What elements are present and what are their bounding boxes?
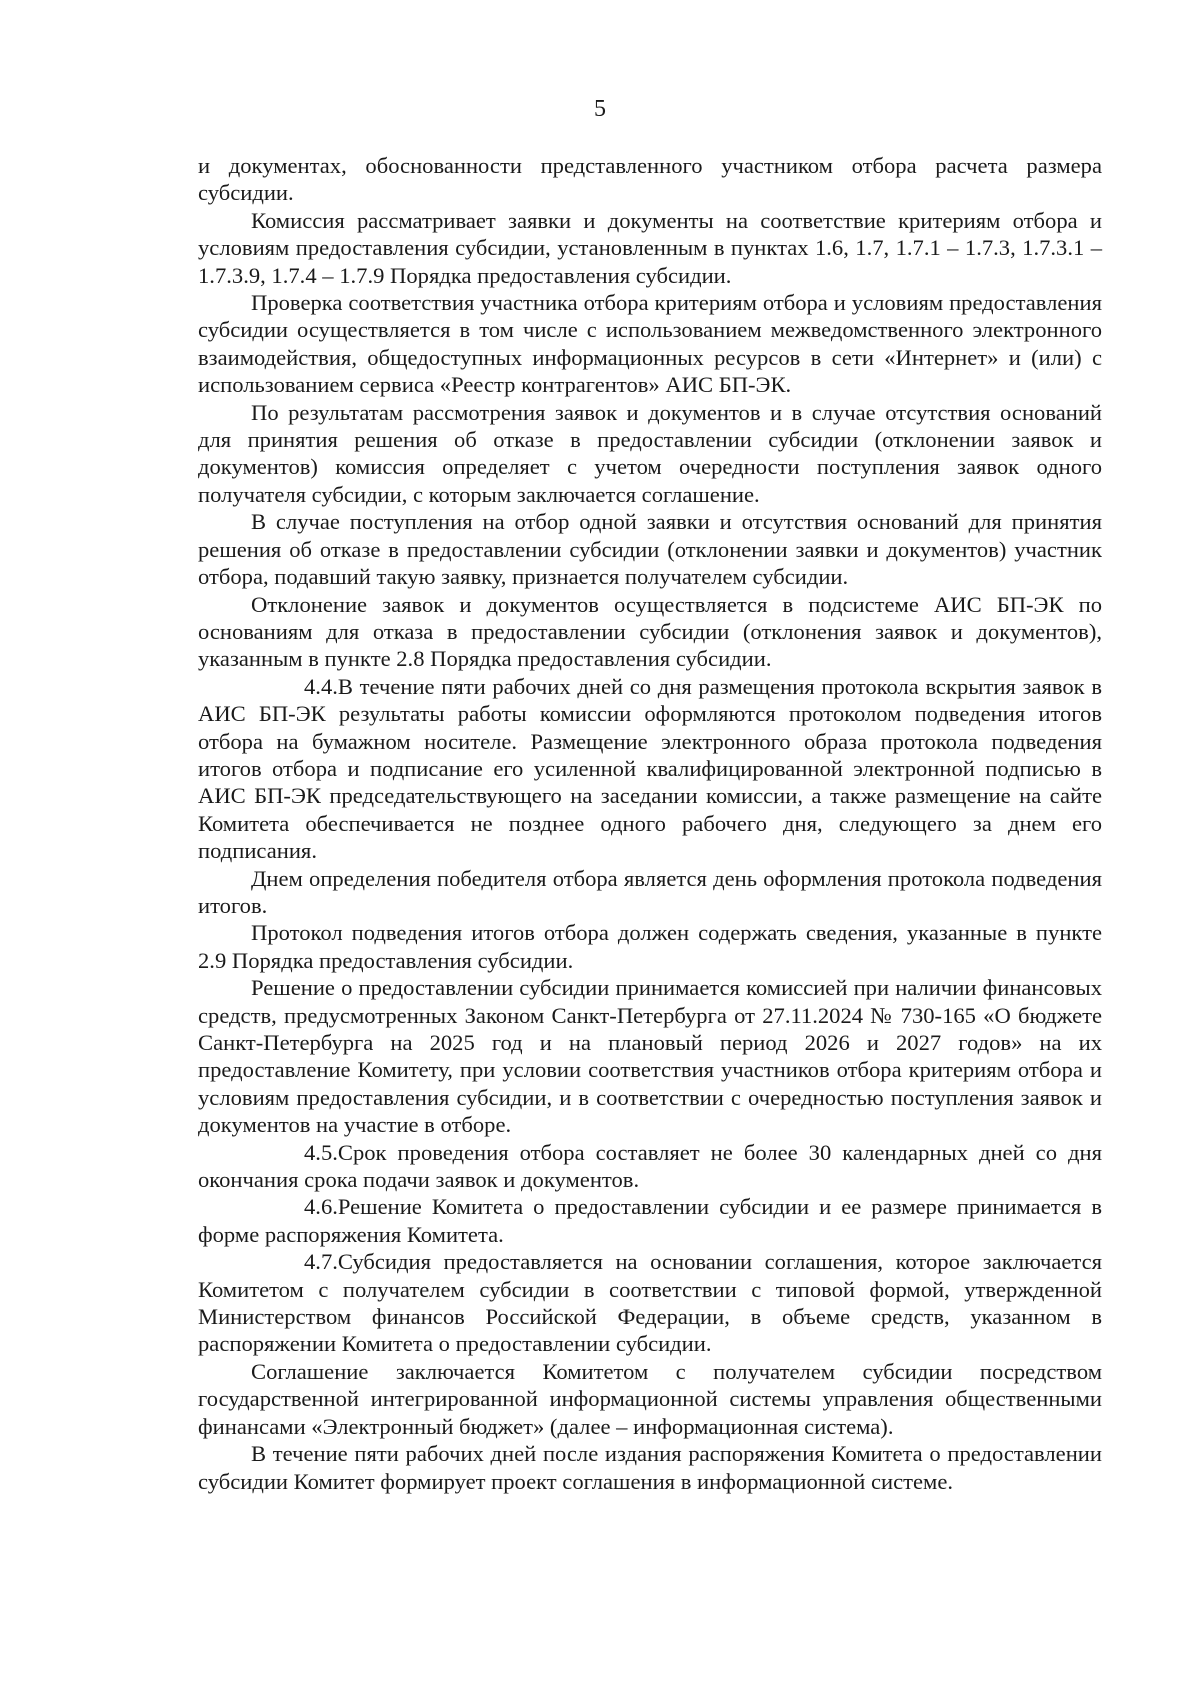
- clause-number: 4.7.: [304, 1249, 338, 1275]
- clause-number: 4.5.: [304, 1139, 338, 1165]
- clause-number: 4.4.: [304, 673, 338, 699]
- clause-4-6: [198, 1193, 1102, 1248]
- clause-text: Субсидия предоставляется на основании соглашения, которое заключается Комитетом с получателем субсидии в соответствии с типовой формой, утвержденной Министерством финансов Российской Федерации, в объеме средств, указанном в распоряжении Комитета о предоставлении субсидии.: [198, 1249, 1102, 1357]
- clause-text: Решение Комитета о предоставлении субсидии и ее размере принимается в форме распоряжения Комитета.: [198, 1194, 1102, 1247]
- paragraph-commission-review: Комиссия рассматривает заявки и документы на соответствие критериям отбора и условиям предоставления субсидии, установленным в пунктах 1.6, 1.7, 1.7.1 – 1.7.3, 1.7.3.1 – 1.7.3.9, 1.7.4 – 1.7.9 Порядка предоставления субсидии.: [198, 207, 1102, 288]
- paragraph-continuation: и документах, обоснованности представленного участником отбора расчета размера субсидии.: [198, 153, 1102, 206]
- paragraph-review-results: По результатам рассмотрения заявок и документов и в случае отсутствия оснований для принятия решения об отказе в предоставлении субсидии (отклонении заявок и документов) комиссия определяет с учетом очередности поступления заявок одного получателя субсидии, с которым заключается соглашение.: [198, 399, 1102, 507]
- paragraph-decision: Решение о предоставлении субсидии принимается комиссией при наличии финансовых средств, предусмотренных Законом Санкт-Петербурга от 27.11.2024 № 730-165 «О бюджете Санкт-Петербурга на 2025 год и на плановый период 2026 и 2027 годов» на их предоставление Комитету, при условии соответствия участников отбора критериям отбора и условиям предоставления субсидии, и в соответствии с очередностью поступления заявок и документов на участие в отборе.: [198, 975, 1102, 1138]
- page-number: 5: [594, 96, 606, 122]
- paragraph-rejection: Отклонение заявок и документов осуществляется в подсистеме АИС БП-ЭК по основаниям для отказа в предоставлении субсидии (отклонения заявок и документов), указанным в пункте 2.8 Порядка предоставления субсидии.: [198, 591, 1102, 672]
- clause-text: В течение пяти рабочих дней со дня размещения протокола вскрытия заявок в АИС БП-ЭК результаты работы комиссии оформляются протоколом подведения итогов отбора на бумажном носителе. Размещение электронного образа протокола подведения итогов отбора и подписание его усиленной квалифицированной электронной подписью в АИС БП-ЭК председательствующего на заседании комиссии, а также размещение на сайте Комитета обеспечивается не позднее одного рабочего дня, следующего за днем его подписания.: [198, 673, 1102, 864]
- clause-text: Срок проведения отбора составляет не более 30 календарных дней со дня окончания срока подачи заявок и документов.: [198, 1139, 1102, 1193]
- paragraph-protocol-content: Протокол подведения итогов отбора должен содержать сведения, указанные в пункте 2.9 Порядка предоставления субсидии.: [198, 920, 1102, 973]
- paragraph-agreement: Соглашение заключается Комитетом с получателем субсидии посредством государственной интегрированной информационной системы управления общественными финансами «Электронный бюджет» (далее – информационная система).: [198, 1358, 1102, 1439]
- document-body: [198, 152, 1102, 1495]
- clause-4-7: [198, 1248, 1102, 1358]
- clause-4-5: [198, 1139, 1102, 1194]
- clause-number: 4.6.: [304, 1194, 338, 1220]
- paragraph-single-application: В случае поступления на отбор одной заявки и отсутствия оснований для принятия решения об отказе в предоставлении субсидии (отклонении заявки и документов) участник отбора, подавший такую заявку, признается получателем субсидии.: [198, 509, 1102, 590]
- paragraph-draft-agreement: В течение пяти рабочих дней после издания распоряжения Комитета о предоставлении субсидии Комитет формирует проект соглашения в информационной системе.: [198, 1441, 1102, 1494]
- paragraph-compliance-check: Проверка соответствия участника отбора критериям отбора и условиям предоставления субсидии осуществляется в том числе с использованием межведомственного электронного взаимодействия, общедоступных информационных ресурсов в сети «Интернет» и (или) с использованием сервиса «Реестр контрагентов» АИС БП-ЭК.: [198, 290, 1102, 398]
- paragraph-winner-day: Днем определения победителя отбора является день оформления протокола подведения итогов.: [198, 865, 1102, 918]
- clause-4-4: [198, 673, 1102, 865]
